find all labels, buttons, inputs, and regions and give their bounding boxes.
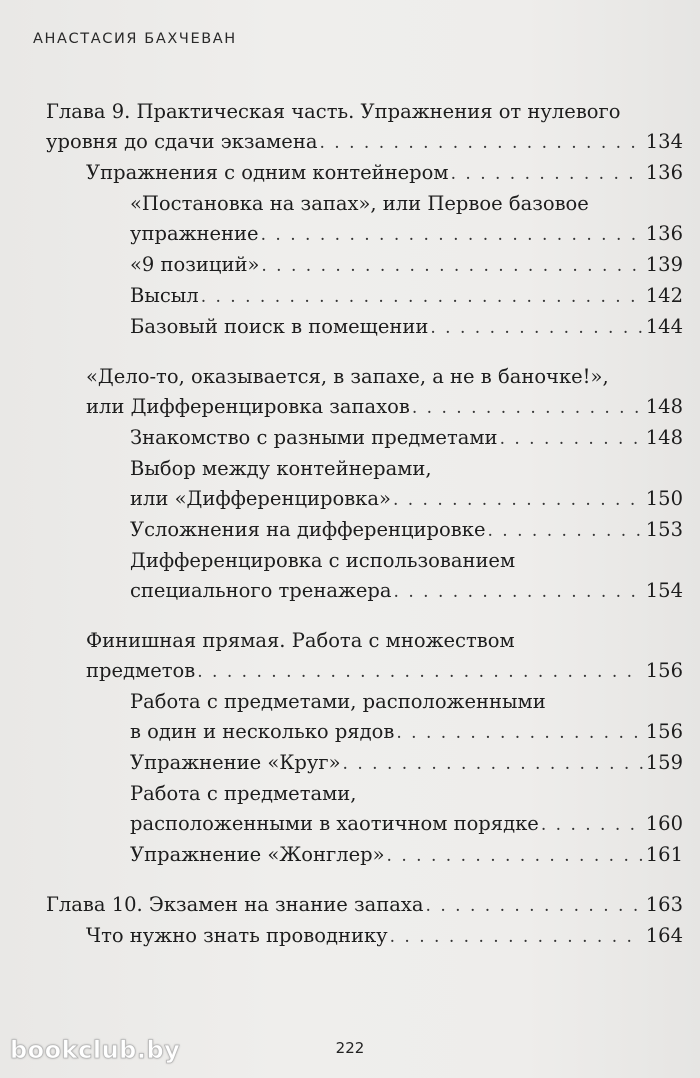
dot-leader — [261, 220, 643, 250]
toc-entry-title-line: Упражнение «Жонглер» — [130, 843, 385, 866]
toc-entry — [46, 454, 683, 515]
toc-entry-title-line: Базовый поиск в помещении — [130, 315, 429, 338]
toc-page-number: 136 — [645, 161, 683, 184]
toc-entry — [46, 97, 683, 158]
toc-entry-last-line — [130, 219, 683, 250]
toc-entry — [46, 546, 683, 607]
toc-page-number: 156 — [645, 720, 683, 743]
toc-entry — [46, 189, 683, 250]
toc-page-number: 142 — [645, 284, 683, 307]
dot-leader — [396, 718, 642, 748]
dot-leader — [541, 810, 643, 840]
toc-entry-title-line: специального тренажера — [130, 579, 392, 602]
toc-entry-title-line: упражнение — [130, 222, 259, 245]
toc-entry-title-line: уровня до сдачи экзамена — [46, 130, 318, 153]
toc-entry-title-line: Что нужно знать проводнику — [86, 924, 388, 947]
toc-entry-title-line: Усложнения на дифференцировке — [130, 518, 486, 541]
dot-leader — [343, 749, 643, 779]
toc-entry-title-line: «Постановка на запах», или Первое базовое — [130, 192, 589, 215]
dot-leader — [387, 841, 643, 871]
toc-page-number: 134 — [645, 130, 683, 153]
toc-entry-title-line: Высыл — [130, 284, 199, 307]
toc-entry-title-line: в один и несколько рядов — [130, 720, 395, 743]
toc-entry-last-line — [86, 656, 683, 687]
toc-page-number: 159 — [645, 751, 683, 774]
table-of-contents — [46, 97, 683, 952]
toc-page-number: 164 — [645, 924, 683, 947]
toc-entry — [46, 158, 683, 189]
dot-leader — [197, 657, 643, 687]
dot-leader — [426, 891, 643, 921]
toc-entry — [46, 362, 683, 423]
toc-entry-title-line: Знакомство с разными предметами — [130, 426, 498, 449]
toc-entry-title-line: или «Дифференцировка» — [130, 487, 391, 510]
toc-entry-title-line: «9 позиций» — [130, 253, 260, 276]
toc-entry-title-line: Дифференцировка с использованием — [130, 549, 516, 572]
dot-leader — [201, 282, 643, 312]
toc-entry-last-line — [130, 250, 683, 281]
toc-entry-last-line — [130, 312, 683, 343]
toc-entry-title-line: Глава 9. Практическая часть. Упражнения от нулевого — [46, 100, 621, 123]
toc-entry-title-line: Упражнения с одним контейнером — [86, 161, 449, 184]
toc-entry-title-line: Работа с предметами, расположенными — [130, 690, 546, 713]
toc-page-number: 148 — [645, 426, 683, 449]
toc-entry — [46, 779, 683, 840]
toc-entry-title-line: или Дифференцировка запахов — [86, 395, 410, 418]
toc-entry-title-line: «Дело-то, оказывается, в запахе, а не в баночке!», — [86, 365, 609, 388]
dot-leader — [451, 159, 643, 189]
toc-entry-last-line — [130, 281, 683, 312]
toc-page-number: 163 — [645, 893, 683, 916]
toc-entry-title-line: предметов — [86, 659, 196, 682]
toc-entry-title-line: Работа с предметами, — [130, 782, 357, 805]
dot-leader — [319, 128, 642, 158]
dot-leader — [393, 485, 643, 515]
toc-entry — [46, 515, 683, 546]
toc-page-number: 148 — [645, 395, 683, 418]
toc-page-number: 154 — [645, 579, 683, 602]
toc-entry-last-line — [130, 576, 683, 607]
toc-entry-last-line — [130, 809, 683, 840]
toc-entry-title-line: Выбор между контейнерами, — [130, 457, 432, 480]
toc-entry-last-line — [130, 423, 683, 454]
dot-leader — [394, 577, 643, 607]
dot-leader — [430, 313, 642, 343]
toc-entry-last-line — [86, 158, 683, 189]
toc-entry — [46, 890, 683, 921]
toc-entry — [46, 281, 683, 312]
toc-entry-last-line — [130, 515, 683, 546]
toc-entry — [46, 250, 683, 281]
toc-page-number: 139 — [645, 253, 683, 276]
toc-entry-last-line — [86, 392, 683, 423]
toc-page-number: 144 — [645, 315, 683, 338]
toc-entry — [46, 921, 683, 952]
toc-page-number: 150 — [645, 487, 683, 510]
toc-entry-title-line: Финишная прямая. Работа с множеством — [86, 629, 515, 652]
toc-page-number: 156 — [645, 659, 683, 682]
dot-leader — [261, 251, 642, 281]
toc-entry — [46, 687, 683, 748]
toc-entry-title-line: Глава 10. Экзамен на знание запаха — [46, 893, 424, 916]
toc-page-number: 160 — [645, 812, 683, 835]
toc-page-number: 161 — [645, 843, 683, 866]
dot-leader — [500, 424, 643, 454]
toc-entry-last-line — [86, 921, 683, 952]
toc-page-number: 136 — [645, 222, 683, 245]
dot-leader — [390, 922, 643, 952]
toc-entry-title-line: расположенными в хаотичном порядке — [130, 812, 539, 835]
toc-entry-title-line: Упражнение «Круг» — [130, 751, 341, 774]
toc-entry-last-line — [130, 717, 683, 748]
watermark-logo: bookclub.by — [10, 1036, 181, 1064]
toc-entry-last-line — [46, 127, 683, 158]
toc-entry-last-line — [130, 840, 683, 871]
toc-entry-last-line — [46, 890, 683, 921]
running-head: АНАСТАСИЯ БАХЧЕВАН — [33, 31, 237, 47]
toc-entry — [46, 748, 683, 779]
toc-entry — [46, 626, 683, 687]
toc-page-number: 153 — [645, 518, 683, 541]
toc-entry — [46, 312, 683, 343]
toc-entry-last-line — [130, 484, 683, 515]
dot-leader — [488, 516, 643, 546]
toc-entry-last-line — [130, 748, 683, 779]
dot-leader — [412, 393, 643, 423]
toc-entry — [46, 423, 683, 454]
toc-entry — [46, 840, 683, 871]
page-number: 222 — [335, 1039, 365, 1057]
